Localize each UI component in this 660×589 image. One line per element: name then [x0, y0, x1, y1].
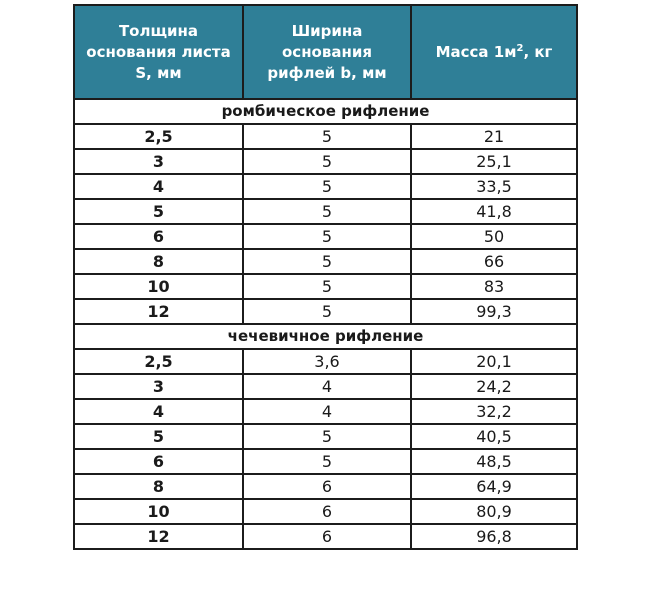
section-title: чечевичное рифление [74, 324, 577, 349]
cell-thickness: 5 [74, 199, 243, 224]
section-row [74, 99, 577, 124]
cell-thickness: 10 [74, 274, 243, 299]
table-row [74, 499, 577, 524]
cell-mass: 25,1 [411, 149, 577, 174]
cell-rib-width: 6 [243, 524, 411, 549]
cell-thickness: 6 [74, 449, 243, 474]
sheet-weight-table [73, 4, 578, 550]
table-row [74, 199, 577, 224]
cell-rib-width: 5 [243, 299, 411, 324]
table-row [74, 224, 577, 249]
table-row [74, 249, 577, 274]
section-title: ромбическое рифление [74, 99, 577, 124]
table-body [74, 99, 577, 549]
cell-thickness: 8 [74, 249, 243, 274]
cell-thickness: 3 [74, 374, 243, 399]
cell-mass: 32,2 [411, 399, 577, 424]
table-row [74, 174, 577, 199]
cell-rib-width: 3,6 [243, 349, 411, 374]
cell-thickness: 6 [74, 224, 243, 249]
cell-mass: 41,8 [411, 199, 577, 224]
table-row [74, 524, 577, 549]
cell-thickness: 4 [74, 174, 243, 199]
cell-rib-width: 4 [243, 399, 411, 424]
table-row [74, 149, 577, 174]
cell-mass: 99,3 [411, 299, 577, 324]
header-thickness: Толщина основания листа S, мм [74, 5, 243, 99]
header-mass-unit: , кг [523, 42, 553, 61]
table-row [74, 349, 577, 374]
cell-thickness: 2,5 [74, 124, 243, 149]
cell-rib-width: 5 [243, 449, 411, 474]
cell-mass: 40,5 [411, 424, 577, 449]
header-mass [411, 5, 577, 99]
table-row [74, 374, 577, 399]
cell-rib-width: 5 [243, 224, 411, 249]
header-rib-width: Ширина основания рифлей b, мм [243, 5, 411, 99]
cell-rib-width: 5 [243, 424, 411, 449]
cell-thickness: 12 [74, 524, 243, 549]
table-row [74, 424, 577, 449]
table-row [74, 124, 577, 149]
cell-thickness: 3 [74, 149, 243, 174]
cell-thickness: 12 [74, 299, 243, 324]
cell-thickness: 10 [74, 499, 243, 524]
cell-mass: 64,9 [411, 474, 577, 499]
table-row [74, 399, 577, 424]
header-mass-superscript: 2 [516, 42, 524, 54]
cell-mass: 20,1 [411, 349, 577, 374]
cell-rib-width: 5 [243, 274, 411, 299]
sheet-weight-table-container [73, 4, 576, 550]
cell-mass: 66 [411, 249, 577, 274]
table-row [74, 299, 577, 324]
cell-mass: 80,9 [411, 499, 577, 524]
table-header [74, 5, 577, 99]
cell-mass: 24,2 [411, 374, 577, 399]
cell-thickness: 8 [74, 474, 243, 499]
cell-mass: 48,5 [411, 449, 577, 474]
cell-rib-width: 5 [243, 124, 411, 149]
cell-mass: 96,8 [411, 524, 577, 549]
cell-rib-width: 5 [243, 199, 411, 224]
cell-rib-width: 4 [243, 374, 411, 399]
cell-mass: 21 [411, 124, 577, 149]
cell-rib-width: 6 [243, 474, 411, 499]
cell-mass: 33,5 [411, 174, 577, 199]
table-row [74, 274, 577, 299]
cell-mass: 50 [411, 224, 577, 249]
header-row [74, 5, 577, 99]
cell-rib-width: 5 [243, 249, 411, 274]
table-row [74, 449, 577, 474]
cell-rib-width: 5 [243, 149, 411, 174]
header-mass-text: Масса 1м [435, 42, 517, 61]
cell-rib-width: 5 [243, 174, 411, 199]
section-row [74, 324, 577, 349]
cell-mass: 83 [411, 274, 577, 299]
cell-thickness: 5 [74, 424, 243, 449]
cell-thickness: 2,5 [74, 349, 243, 374]
cell-rib-width: 6 [243, 499, 411, 524]
cell-thickness: 4 [74, 399, 243, 424]
table-row [74, 474, 577, 499]
